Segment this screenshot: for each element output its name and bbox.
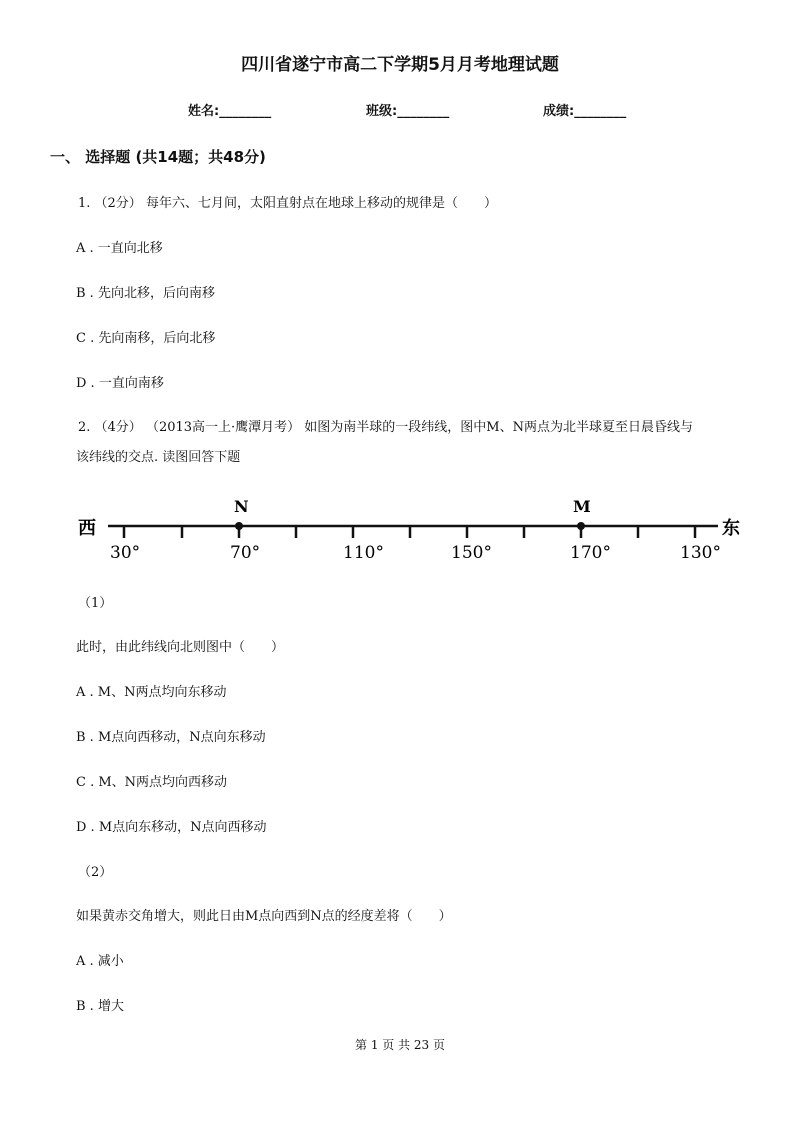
sub-question-1-label: （1） <box>78 596 113 611</box>
point-n-label: N <box>234 497 249 516</box>
tick-label: 110° <box>343 543 384 563</box>
score-field-label: 成绩:________ <box>543 104 627 119</box>
tick-label: 170° <box>570 543 611 563</box>
sub1-option-a: A . M、N两点均向东移动 <box>76 685 227 700</box>
sub-question-2-label: （2） <box>78 865 113 880</box>
q1-option-d: D . 一直向南移 <box>76 376 164 391</box>
west-label: 西 <box>78 518 96 539</box>
page-footer: 第 1 页 共 23 页 <box>355 1038 445 1052</box>
east-label: 东 <box>722 518 740 539</box>
latitude-line-diagram <box>70 490 760 570</box>
name-field-label: 姓名:________ <box>188 104 272 119</box>
q1-option-b: B . 先向北移，后向南移 <box>76 286 215 301</box>
sub1-option-c: C . M、N两点均向西移动 <box>76 775 228 790</box>
sub-question-2-stem: 如果黄赤交角增大，则此日由M点向西到N点的经度差将（ ） <box>76 909 452 924</box>
tick-label: 150° <box>451 543 492 563</box>
sub1-option-d: D . M点向东移动，N点向西移动 <box>76 820 267 835</box>
sub2-option-b: B . 增大 <box>76 999 124 1014</box>
point-n-marker <box>235 522 243 530</box>
sub-question-1-stem: 此时，由此纬线向北则图中（ ） <box>76 640 285 655</box>
q1-option-c: C . 先向南移，后向北移 <box>76 331 216 346</box>
tick-label: 130° <box>680 543 721 563</box>
point-m-label: M <box>573 497 591 516</box>
point-m-marker <box>577 522 585 530</box>
page-title: 四川省遂宁市高二下学期5月月考地理试题 <box>241 55 559 75</box>
sub2-option-a: A . 减小 <box>76 954 124 969</box>
sub1-option-b: B . M点向西移动，N点向东移动 <box>76 730 266 745</box>
q1-option-a: A . 一直向北移 <box>76 241 163 256</box>
class-field-label: 班级:________ <box>366 104 450 119</box>
tick-label: 30° <box>110 543 141 563</box>
question-1-stem: 1. （2分） 每年六、七月间，太阳直射点在地球上移动的规律是（ ） <box>78 196 497 211</box>
tick-label: 70° <box>230 543 261 563</box>
section-heading: 一、 选择题 (共14题；共48分) <box>50 148 266 166</box>
question-2-stem-line2: 该纬线的交点. 读图回答下题 <box>76 450 241 465</box>
question-2-stem-line1: 2. （4分） （2013高一上·鹰潭月考） 如图为南半球的一段纬线，图中M、N两点为北半球夏至日晨昏线与 <box>78 420 693 435</box>
